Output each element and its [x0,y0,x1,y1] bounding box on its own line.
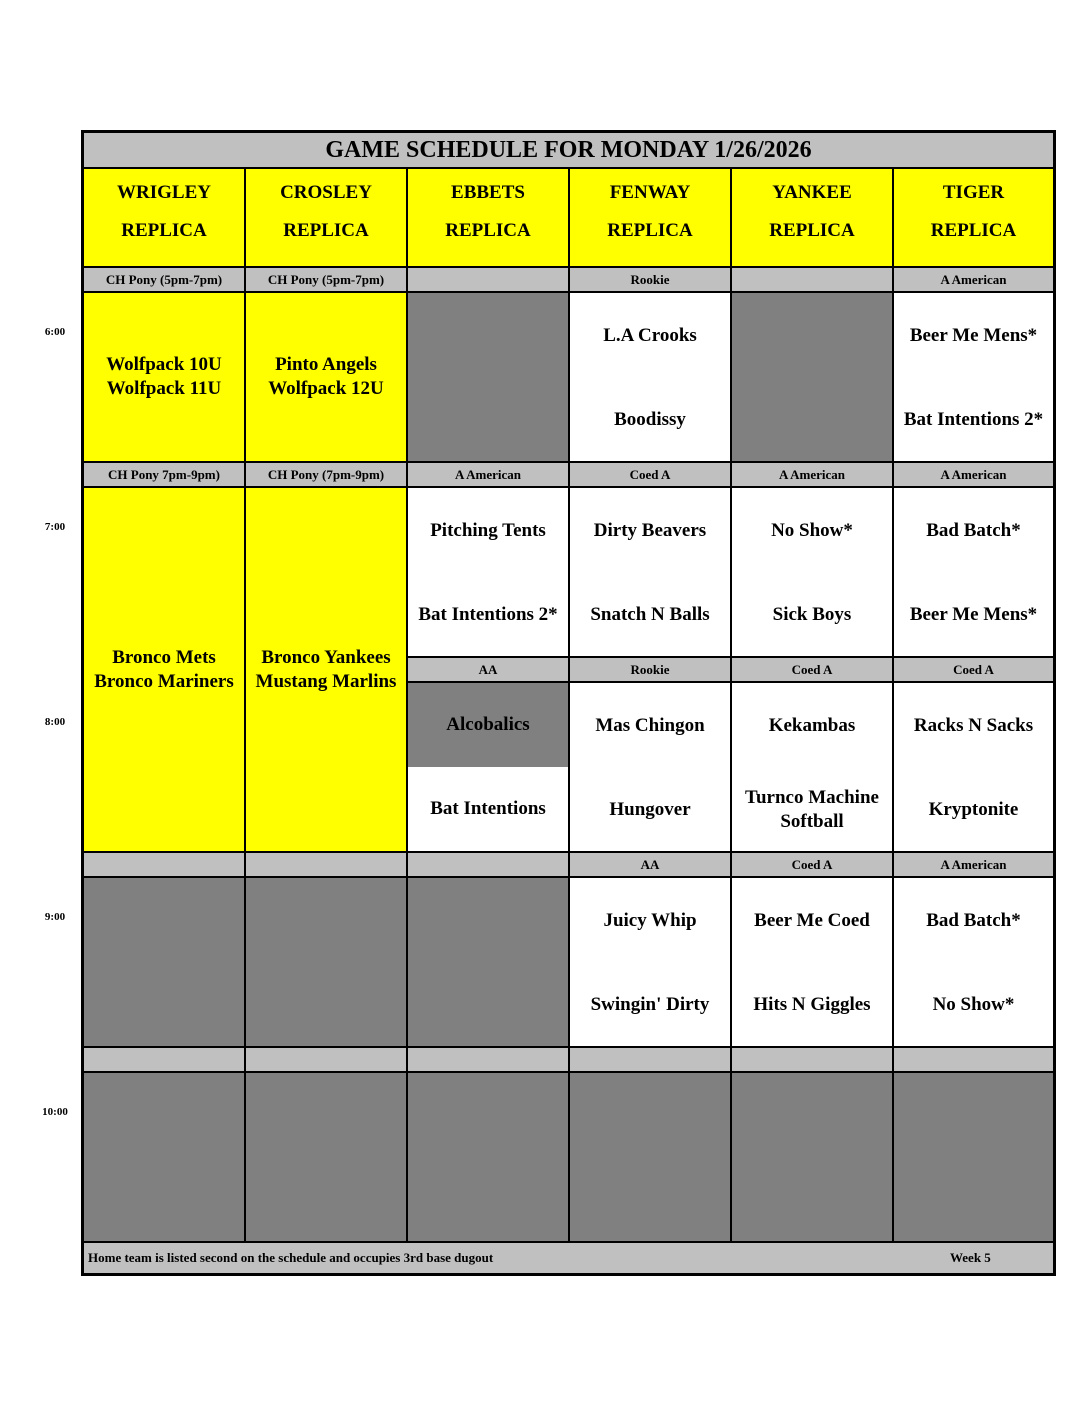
division-label: A American [893,462,1054,487]
team-away: Bad Batch* [926,910,1021,931]
game-tiger-slot3 [893,682,1054,852]
game-crosley-slot2 [245,487,407,852]
division-label [83,1047,245,1072]
team-away: L.A Crooks [603,325,697,346]
empty-slot [407,877,569,1047]
field-header-ebbets [407,168,569,267]
team-home: Kryptonite [928,799,1019,820]
team-home: Hits N Giggles [753,994,871,1015]
time-label-8: 8:00 [44,716,66,728]
team-name: Wolfpack 11U [106,378,222,399]
team-away: Bad Batch* [926,520,1021,541]
division-label: A American [893,852,1054,877]
empty-slot [731,292,893,462]
game-fenway-slot3 [569,682,731,852]
team-home-line: Turnco Machine [745,787,879,808]
empty-slot [407,292,569,462]
team-away: No Show* [771,520,853,541]
empty-slot [83,1072,245,1242]
division-label: CH Pony (7pm-9pm) [245,462,407,487]
team-home: Beer Me Mens* [909,604,1038,625]
division-label: Rookie [569,657,731,682]
team-home: Boodissy [614,409,686,430]
game-tiger-slot2 [893,487,1054,657]
field-type: REPLICA [283,220,369,241]
team-home: Bat Intentions 2* [418,604,558,625]
division-label: A American [893,267,1054,292]
game-fenway-slot4 [569,877,731,1047]
team-home: Hungover [609,799,691,820]
division-label [407,1047,569,1072]
team-away: Kekambas [768,715,856,736]
empty-slot [569,1072,731,1242]
schedule-footer [83,1242,1054,1274]
team-home: Sick Boys [772,604,852,625]
week-label: Week 5 [950,1250,991,1265]
division-label: Coed A [569,462,731,487]
division-label: AA [407,657,569,682]
game-tiger-slot1 [893,292,1054,462]
game-ebbets-slot3-home [407,767,569,852]
division-label [731,1047,893,1072]
division-label: Coed A [731,852,893,877]
game-yankee-slot3 [731,682,893,852]
game-tiger-slot4 [893,877,1054,1047]
empty-slot [407,1072,569,1242]
empty-slot [893,1072,1054,1242]
game-crosley-slot1 [245,292,407,462]
team-name: Wolfpack 12U [268,378,384,399]
empty-slot [83,877,245,1047]
team-home: Snatch N Balls [590,604,710,625]
field-header-fenway [569,168,731,267]
division-label: CH Pony (5pm-7pm) [245,267,407,292]
team-home: No Show* [932,994,1015,1015]
team-home-line: Softball [780,811,844,832]
field-type: REPLICA [445,220,531,241]
schedule-title: GAME SCHEDULE FOR MONDAY 1/26/2026 [83,132,1054,168]
game-ebbets-slot2 [407,487,569,657]
field-header-crosley [245,168,407,267]
division-label: Rookie [569,267,731,292]
team-away: Beer Me Mens* [909,325,1038,346]
time-label-9: 9:00 [44,911,66,923]
home-team-note: Home team is listed second on the schedule and occupies 3rd base dugout [88,1250,494,1265]
team-home [745,786,879,834]
team-away: Beer Me Coed [754,910,870,931]
field-name: EBBETS [451,182,525,203]
division-label: Coed A [731,657,893,682]
team-away: Dirty Beavers [593,520,707,541]
team-away: Racks N Sacks [913,715,1034,736]
division-label [245,1047,407,1072]
division-label: CH Pony (5pm-7pm) [83,267,245,292]
field-header-wrigley [83,168,245,267]
division-label [893,1047,1054,1072]
empty-slot [731,1072,893,1242]
field-type: REPLICA [930,220,1017,241]
division-label [407,267,569,292]
team-name: Bronco Mets [112,646,216,668]
team-away: Mas Chingon [595,715,705,736]
game-yankee-slot4 [731,877,893,1047]
team-away: Alcobalics [446,714,530,735]
empty-slot [245,1072,407,1242]
time-label-6: 6:00 [44,326,66,338]
field-header-yankee [731,168,893,267]
time-label-7: 7:00 [44,521,66,533]
team-away: Pitching Tents [430,520,546,541]
division-label: A American [407,462,569,487]
field-name: YANKEE [772,182,852,203]
field-name: FENWAY [609,182,691,203]
team-name: Bronco Yankees [261,646,391,668]
team-name: Bronco Mariners [94,670,234,692]
game-wrigley-slot2 [83,487,245,852]
team-name: Mustang Marlins [255,670,397,692]
division-label: AA [569,852,731,877]
division-label: Coed A [893,657,1054,682]
field-name: CROSLEY [280,182,372,203]
game-wrigley-slot1 [83,292,245,462]
team-home: Bat Intentions 2* [903,409,1044,430]
game-fenway-slot1 [569,292,731,462]
field-header-tiger [893,168,1054,267]
field-type: REPLICA [607,220,693,241]
division-label: CH Pony 7pm-9pm) [83,462,245,487]
field-name: TIGER [942,182,1005,203]
team-home: Bat Intentions [430,798,546,819]
division-label [569,1047,731,1072]
division-label [245,852,407,877]
schedule-table [81,130,1056,1276]
game-yankee-slot2 [731,487,893,657]
team-name: Pinto Angels [275,354,377,375]
field-type: REPLICA [121,220,207,241]
team-home: Swingin' Dirty [590,994,710,1015]
division-label [731,267,893,292]
division-label: A American [731,462,893,487]
field-type: REPLICA [769,220,855,241]
time-label-10: 10:00 [42,1106,68,1118]
team-name: Wolfpack 10U [106,354,222,375]
division-label [407,852,569,877]
team-away: Juicy Whip [603,910,697,931]
game-fenway-slot2 [569,487,731,657]
division-label [83,852,245,877]
empty-slot [245,877,407,1047]
game-ebbets-slot3-away [407,682,569,767]
field-name: WRIGLEY [117,182,211,203]
